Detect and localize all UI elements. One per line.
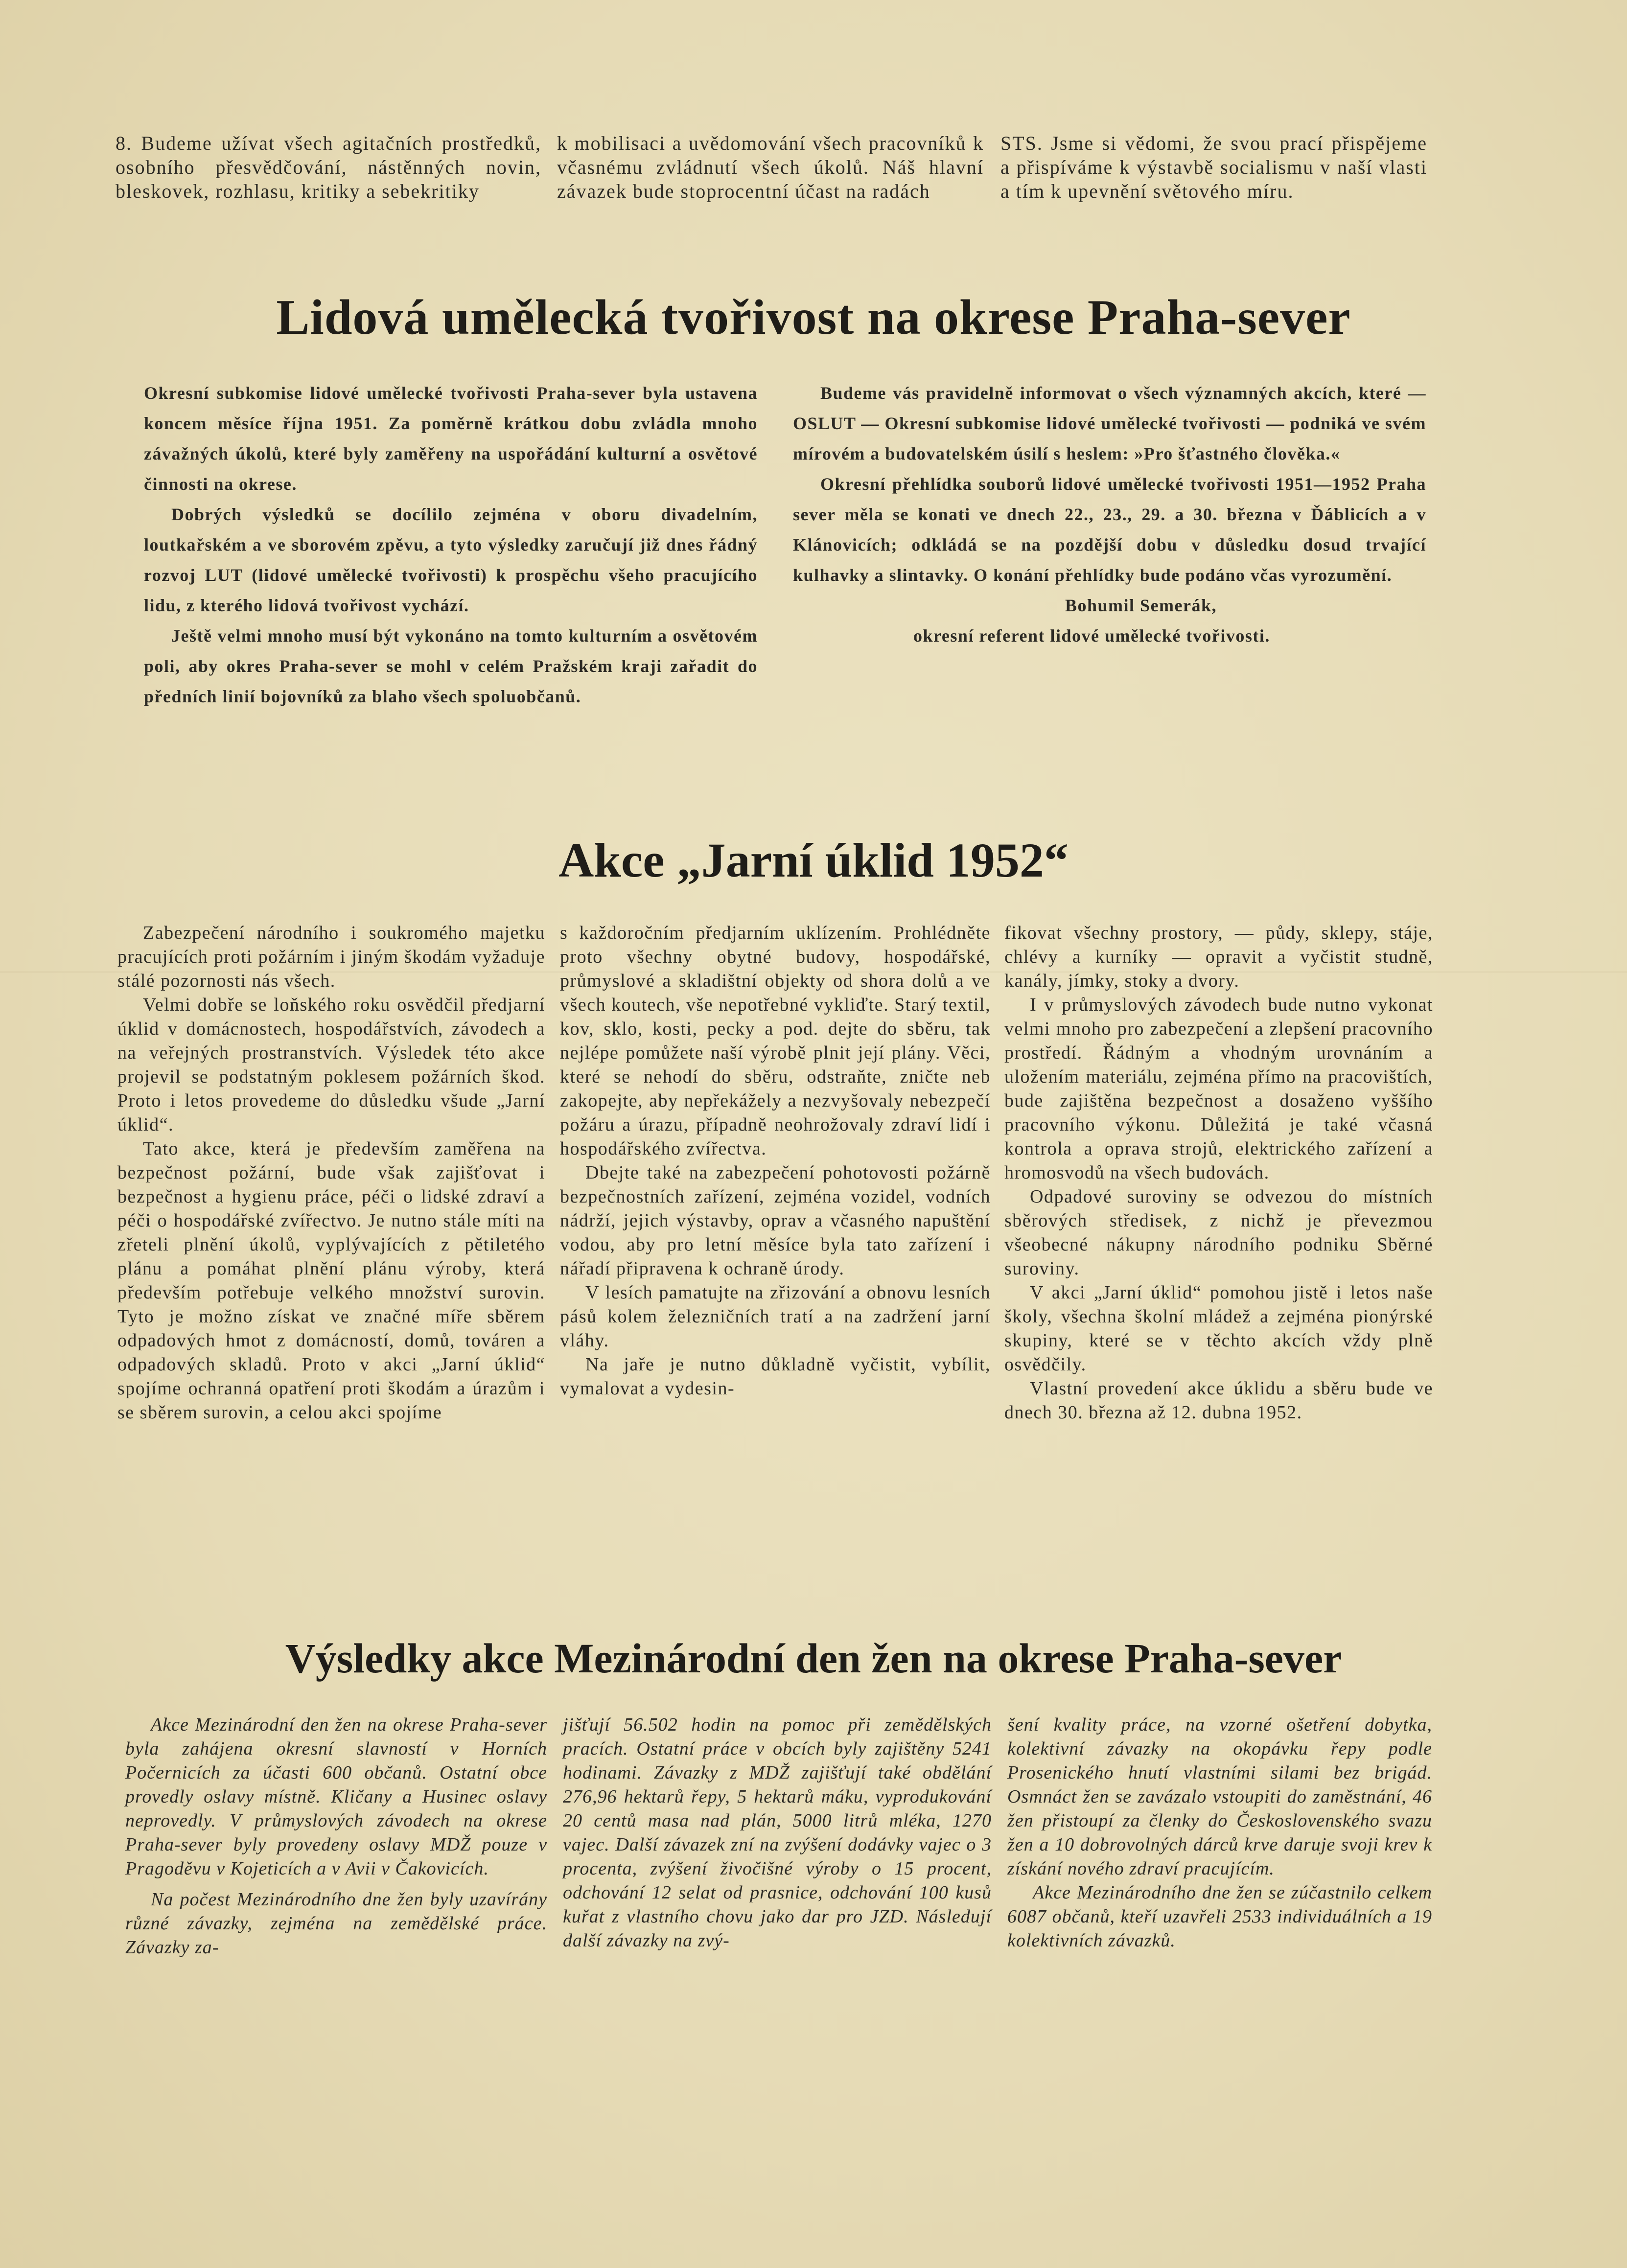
jarni-uklid-col-2 [560,921,991,1401]
jarni-uklid-paragraph: fikovat všechny prostory, — půdy, sklepy, stáje, chlévy a kurníky — opravit a vyčistit studně, kanály, jímky, stoky a dvory. [1004,923,1433,991]
signature-name: Bohumil Semerák, [1065,596,1217,615]
jarni-uklid-paragraph: I v průmyslových závodech bude nutno vykonat velmi mnoho pro zabezpečení a zlepšení pracovního prostředí. Řádným a vhodným urovnáním a uložením materiálu, zejména přímo na pracovištích, bude zajištěna bezpečnost a dosaženo vyššího pracovního výkonu. Důležitá je také včasná kontrola a oprava strojů, elektrického zařízení a hromosvodů na všech budovách. [1004,995,1433,1183]
lut-paragraph: Okresní přehlídka souborů lidové umělecké tvořivosti 1951—1952 Praha sever měla se konati ve dnech 22., 23., 29. a 30. března v Ďáblicích a v Klánovicích; odkládá se na pozdější dobu v důsledku dosud trvající kulhavky a slintavky. O konání přehlídky bude podáno včas vyrozumění. [793,474,1426,585]
lut-paragraph: Dobrých výsledků se docílilo zejména v oboru divadelním, loutkařském a ve sborovém zpěvu, a tyto výsledky zaručují již dnes řádný rozvoj LUT (lidové umělecké tvořivosti) k prospěchu všeho pracujícího lidu, z kterého lidová tvořivost vychází. [144,505,758,615]
continuation-text-3: STS. Jsme si vědomi, že svou prací přispějeme a přispíváme k výstavbě socialismu v naší vlasti a tím k upevnění světového míru. [1000,132,1427,202]
jarni-uklid-paragraph: V akci „Jarní úklid“ pomohou jistě i letos naše školy, všechna školní mládež a zejména pionýrské skupiny, které se v těchto akcích vždy plně osvědčily. [1004,1282,1433,1375]
continuation-col-2 [557,131,984,203]
mdz-paragraph: Akce Mezinárodního dne žen se zúčastnilo celkem 6087 občanů, kteří uzavřeli 2533 individuálních a 19 kolektivních závazků. [1007,1882,1432,1951]
jarni-uklid-paragraph: Tato akce, která je především zaměřena na bezpečnost požární, bude však zajišťovat i bezpečnost a hygienu práce, péči o lidské zdraví a péči o hospodářské zvířectvo. Je nutno stále míti na zřeteli plnění úkolů, vyplývajících z pětiletého plánu a pomáhat plnění plánu výroby, která především potřebuje velkého množství surovin. Tyto je možno získat ve značné míře sběrem odpadových hmot z domácností, domů, továren a odpadových skladů. Proto v akci „Jarní úklid“ spojíme ochranná opatření proti škodám a úrazům i se sběrem surovin, a celou akci spojíme [117,1138,545,1423]
mdz-col-3 [1007,1713,1432,1953]
lut-col-1 [144,378,758,712]
mdz-heading: Výsledky akce Mezinárodní den žen na okrese Praha-sever [285,1635,1342,1682]
mdz-paragraph: jišťují 56.502 hodin na pomoc při zemědělských pracích. Ostatní práce v obcích byly zajištěny 5241 hodinami. Závazky z MDŽ zajišťují také obdělání 276,96 hektarů řepy, 5 hektarů máku, vyprodukování 20 centů masa nad plán, 5000 litrů mléka, 1270 vajec. Další závazek zní na zvýšení dodávky vajec o 3 procenta, zvýšení živočišné výroby o 15 procent, odchování 12 selat od prasnice, odchování 100 kusů kuřat z vlastního chovu jako dar pro JZD. Následují další závazky na zvý- [563,1714,992,1951]
jarni-uklid-paragraph: Velmi dobře se loňského roku osvědčil předjarní úklid v domácnostech, hospodářstvích, závodech a na veřejných prostranstvích. Výsledek této akce projevil se podstatným poklesem požárních škod. Proto i letos provedeme do důsledku všude „Jarní úklid“. [117,995,545,1135]
jarni-uklid-paragraph: Vlastní provedení akce úklidu a sběru bude ve dnech 30. března až 12. dubna 1952. [1004,1378,1433,1423]
jarni-uklid-paragraph: s každoročním předjarním uklízením. Prohlédněte proto všechny obytné budovy, hospodářské, průmyslové a skladištní objekty od shora dolů a ve všech koutech, vše nepotřebné vykliďte. Starý textil, kov, sklo, kosti, pecky a pod. dejte do sběru, tak nejlépe pomůžete naší výrobě plnit její plány. Věci, které se nehodí do sběru, odstraňte, zničte neb zakopejte, aby nepřekážely a nezvyšovaly nebezpečí požáru a úrazu, případně neohrožovaly zdraví lidí i hospodářského zvířectva. [560,923,991,1159]
jarni-uklid-col-1 [117,921,545,1425]
jarni-uklid-paragraph: Na jaře je nutno důkladně vyčistit, vybílit, vymalovat a vydesin- [560,1354,991,1399]
continuation-col-3 [1000,131,1427,203]
jarni-uklid-paragraph: Odpadové suroviny se odvezou do místních sběrových středisek, z nichž je převezmou všeobecné nákupny národního podniku Sběrné suroviny. [1004,1186,1433,1279]
jarni-uklid-paragraph: Zabezpečení národního i soukromého majetku pracujících proti požárním i jiným škodám vyžaduje stálé pozornosti nás všech. [117,923,545,991]
mdz-col-1 [125,1713,547,1960]
lut-paragraph: Budeme vás pravidelně informovat o všech významných akcích, které — OSLUT — Okresní subkomise lidové umělecké tvořivosti — podniká ve svém mírovém a budovatelském úsilí s heslem: »Pro šťastného člověka.« [793,383,1426,463]
lut-col-2 [793,378,1426,651]
continuation-text-2: k mobilisaci a uvědomování všech pracovníků k včasnému zvládnutí všech úkolů. Náš hlavní závazek bude stoprocentní účast na radách [557,132,984,202]
jarni-uklid-heading: Akce „Jarní úklid 1952“ [558,833,1069,887]
continuation-col-1 [116,131,541,203]
lut-paragraph: Okresní subkomise lidové umělecké tvořivosti Praha-sever byla ustavena koncem měsíce října 1951. Za poměrně krátkou dobu zvládla mnoho závažných úkolů, které byly zaměřeny na uspořádání kulturní a osvětové činnosti na okrese. [144,383,758,494]
mdz-col-2 [563,1713,992,1953]
jarni-uklid-col-3 [1004,921,1433,1425]
continuation-text-1: 8. Budeme užívat všech agitačních prostředků, osobního přesvědčování, nástěnných novin, bleskovek, rozhlasu, kritiky a sebekritiky [116,132,541,202]
jarni-uklid-paragraph: V lesích pamatujte na zřizování a obnovu lesních pásů kolem železničních tratí a na zadržení jarní vláhy. [560,1282,991,1351]
signature-role: okresní referent lidové umělecké tvořivosti. [913,626,1270,646]
mdz-paragraph: Akce Mezinárodní den žen na okrese Praha-sever byla zahájena okresní slavností v Horních Počernicích za účasti 600 občanů. Ostatní obce provedly oslavy místně. Kličany a Husinec oslavy neprovedly. V průmyslových závodech na okrese Praha-sever byly provedeny oslavy MDŽ pouze v Pragoděvu v Kojeticích a v Avii v Čakovicích. [125,1714,547,1879]
lut-heading: Lidová umělecká tvořivost na okrese Praha-sever [276,290,1351,345]
lut-paragraph: Ještě velmi mnoho musí být vykonáno na tomto kulturním a osvětovém poli, aby okres Praha-sever se mohl v celém Pražském kraji zařadit do předních linií bojovníků za blaho všech spoluobčanů. [144,626,758,706]
mdz-paragraph: šení kvality práce, na vzorné ošetření dobytka, kolektivní závazky na okopávku řepy podle Prosenického hnutí vlastními silami bez brigád. Osmnáct žen se zavázalo vstoupiti do zaměstnání, 46 žen přistoupí za členky do Československého svazu žen a 10 dobrovolných dárců krve daruje svoji krev k získání nového zdraví pracujícím. [1007,1714,1432,1879]
mdz-paragraph: Na počest Mezinárodního dne žen byly uzavírány různé závazky, zejména na zemědělské práce. Závazky za- [125,1889,547,1958]
jarni-uklid-paragraph: Dbejte také na zabezpečení pohotovosti požárně bezpečnostních zařízení, zejména vozidel, vodních nádrží, jejich výstavby, oprav a včasného napuštění vodou, aby pro letní měsíce byla tato zařízení i nářadí připravena k ochraně úrody. [560,1162,991,1279]
